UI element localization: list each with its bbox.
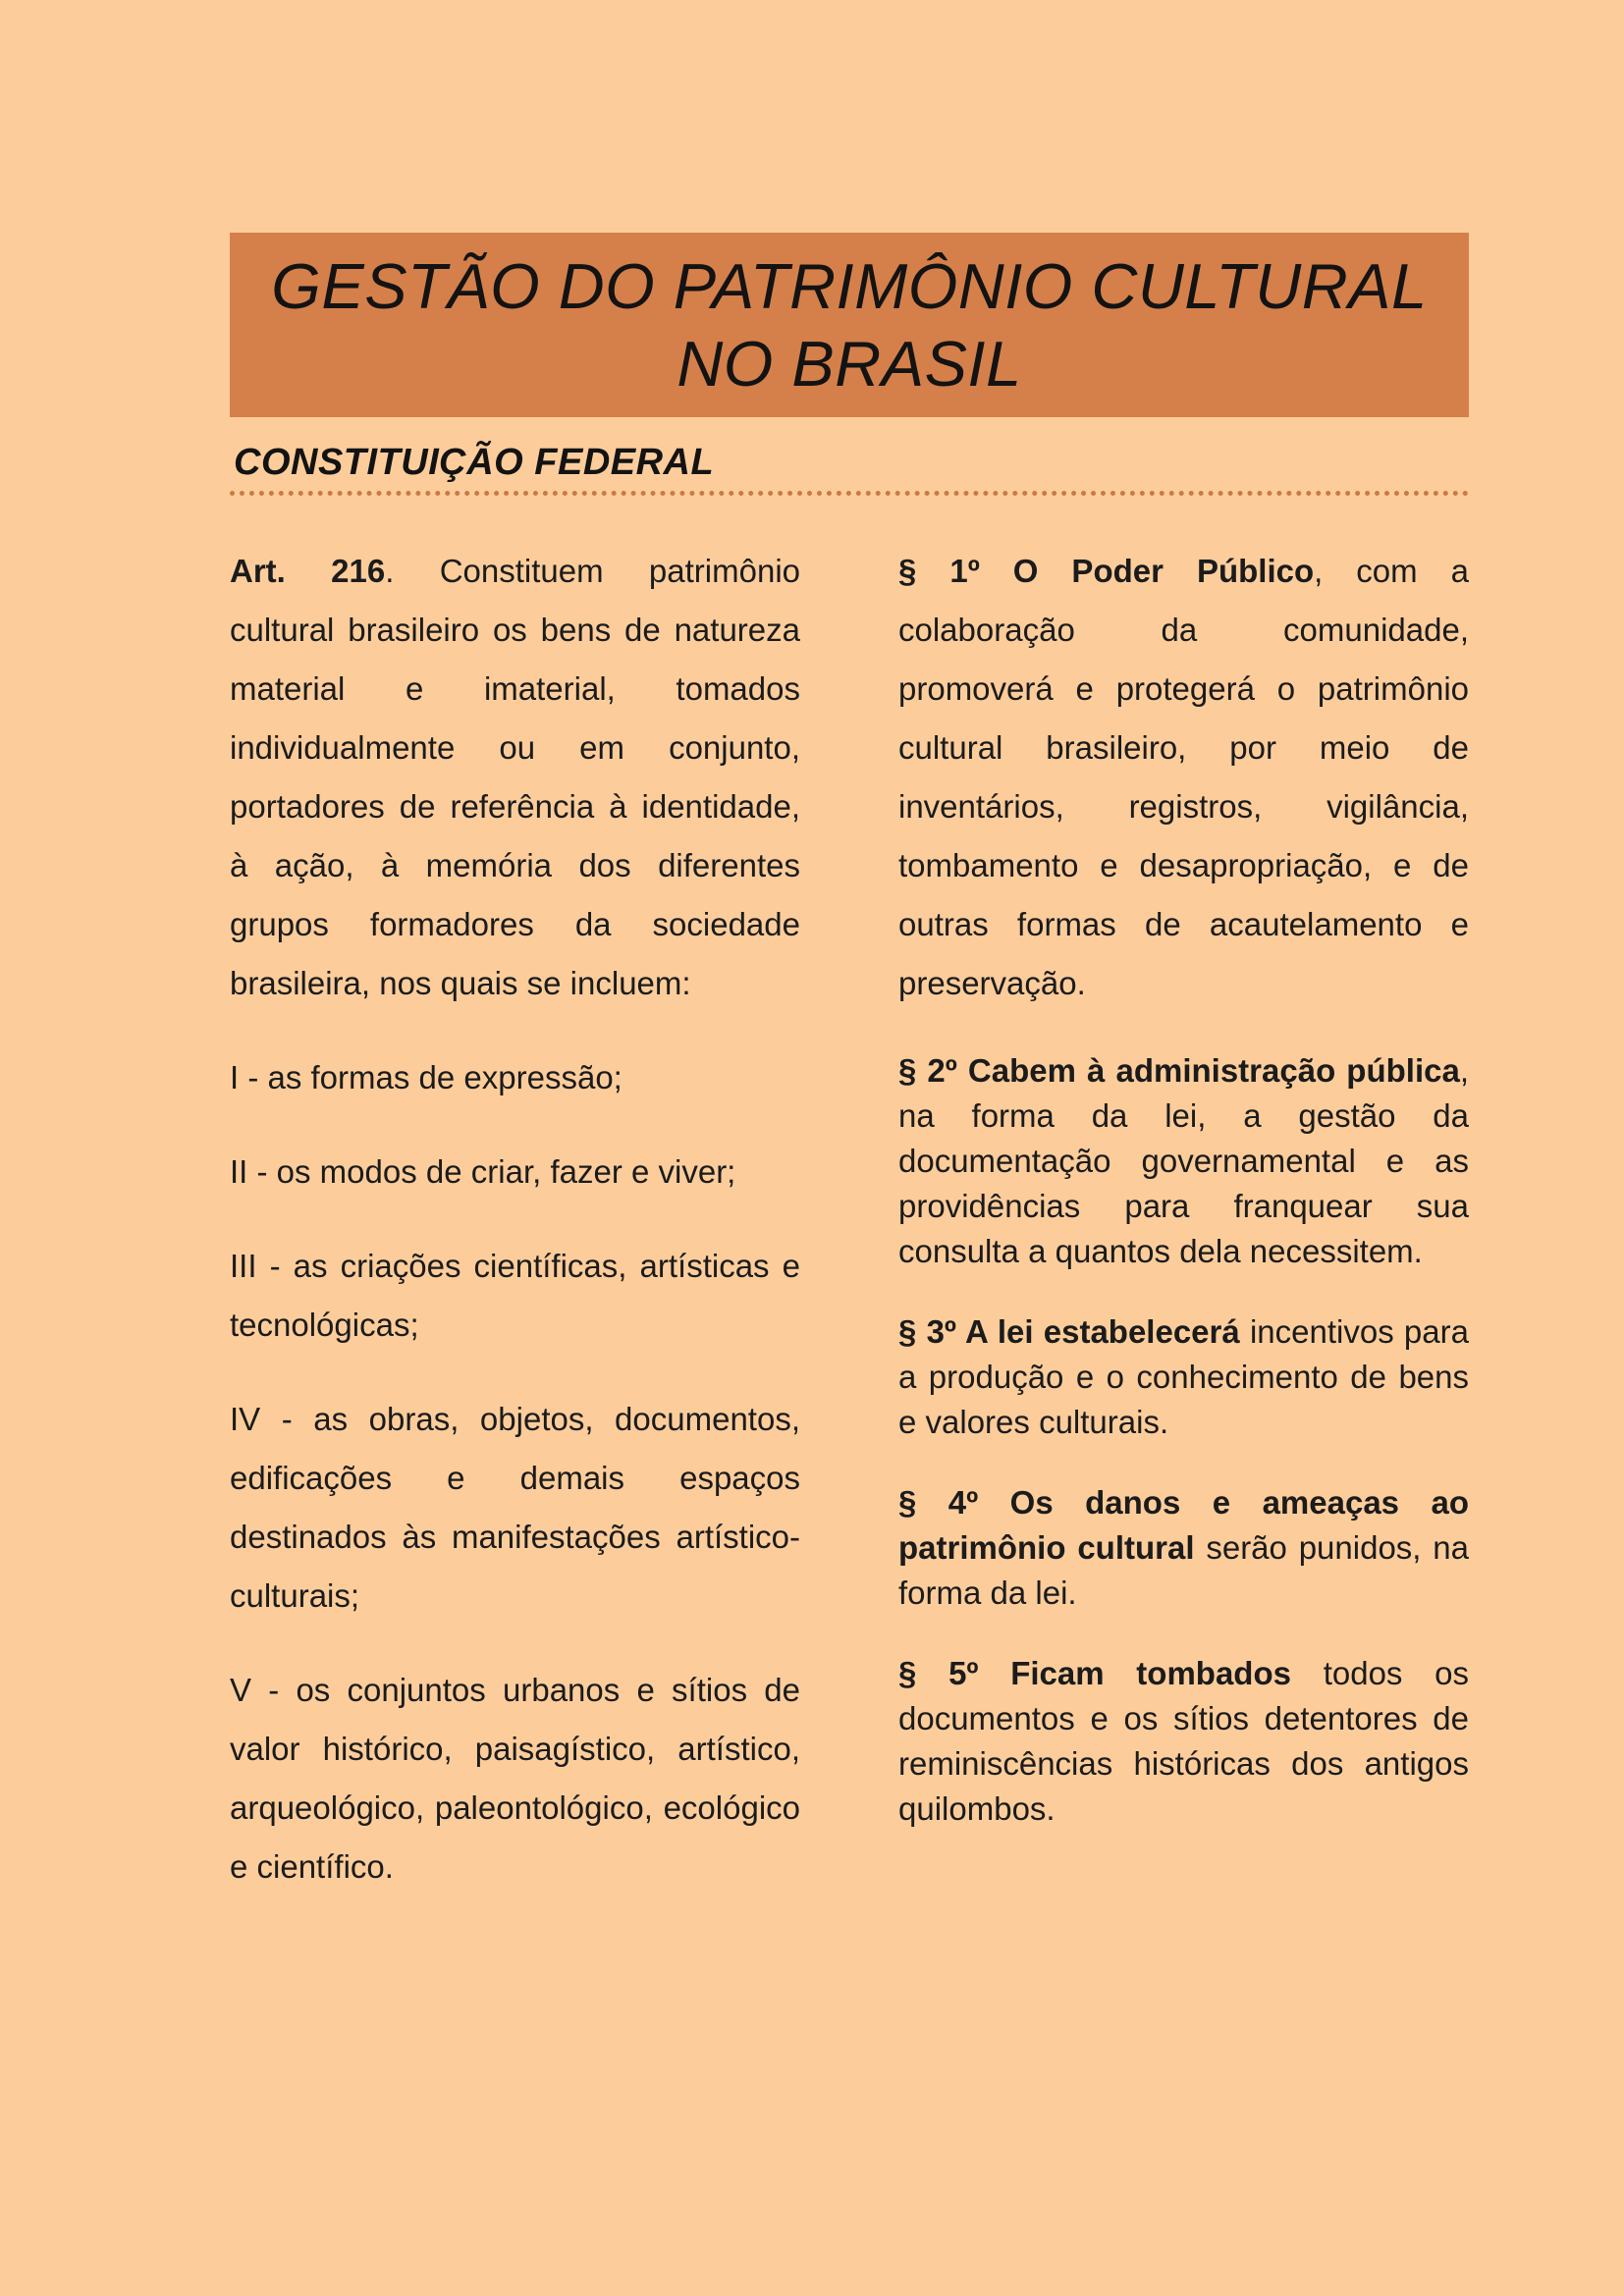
paragraph-lead: § 2º Cabem à administração pública (898, 1052, 1460, 1089)
paragraph-lead: § 3º A lei estabelecerá (898, 1313, 1240, 1350)
paragraph-text: incentivos para a produção e o conhecimento de bens e valores culturais. (898, 1313, 1469, 1440)
paragraph-text: todos os documentos e os sítios detentores de reminiscências históricas dos antigos quilombos. (898, 1655, 1469, 1827)
paragraph-sec-1 (898, 542, 1469, 1013)
title-banner (230, 233, 1469, 417)
paragraph-art-216 (230, 542, 800, 1013)
paragraph-text: I - as formas de expressão; (230, 1059, 623, 1095)
paragraph-lead: § 4º Os danos e ameaças ao patrimônio cultural (898, 1484, 1469, 1566)
paragraph-text: III - as criações científicas, artísticas e tecnológicas; (230, 1248, 800, 1343)
paragraph-item-i (230, 1048, 800, 1107)
paragraph-item-iv (230, 1390, 800, 1626)
paragraph-text: , na forma da lei, a gestão da documentação governamental e as providências para franquear sua consulta a quantos dela necessitem. (898, 1052, 1469, 1269)
paragraph-lead: § 5º Ficam tombados (898, 1655, 1291, 1691)
paragraph-text: IV - as obras, objetos, documentos, edificações e demais espaços destinados às manifestações artístico-culturais; (230, 1401, 800, 1614)
right-column (898, 542, 1469, 1932)
paragraph-item-v (230, 1661, 800, 1896)
paragraph-text: . Constituem patrimônio cultural brasileiro os bens de natureza material e imaterial, tomados individualmente ou em conjunto, portadores de referência à identidade, à ação, à memória dos diferentes grupos formadores da sociedade brasileira, nos quais se incluem: (230, 553, 801, 1001)
paragraph-text: II - os modos de criar, fazer e viver; (230, 1153, 736, 1190)
paragraph-text: , com a colaboração da comunidade, promoverá e protegerá o patrimônio cultural brasileiro, por meio de inventários, registros, vigilância, tombamento e desapropriação, e de outras formas de acautelamento e preservação. (898, 553, 1470, 1001)
paragraph-item-iii (230, 1237, 800, 1355)
paragraph-sec-4 (898, 1480, 1469, 1616)
page-title-line-2: NO BRASIL (677, 328, 1022, 400)
paragraph-text: V - os conjuntos urbanos e sítios de valor histórico, paisagístico, artístico, arqueológico, paleontológico, ecológico e científico. (230, 1672, 800, 1885)
dotted-divider (230, 491, 1469, 496)
section-heading: CONSTITUIÇÃO FEDERAL (234, 442, 715, 483)
article-body (230, 542, 1469, 1932)
left-column (230, 542, 800, 1932)
paragraph-item-ii (230, 1143, 800, 1201)
page-title-line-1: GESTÃO DO PATRIMÔNIO CULTURAL (271, 250, 1428, 322)
paragraph-text: serão punidos, na forma da lei. (898, 1529, 1469, 1611)
paragraph-sec-5 (898, 1651, 1469, 1832)
paragraph-sec-3 (898, 1309, 1469, 1445)
paragraph-sec-2 (898, 1048, 1469, 1274)
paragraph-lead: § 1º O Poder Público (898, 553, 1315, 589)
paragraph-lead: Art. 216 (230, 553, 386, 589)
